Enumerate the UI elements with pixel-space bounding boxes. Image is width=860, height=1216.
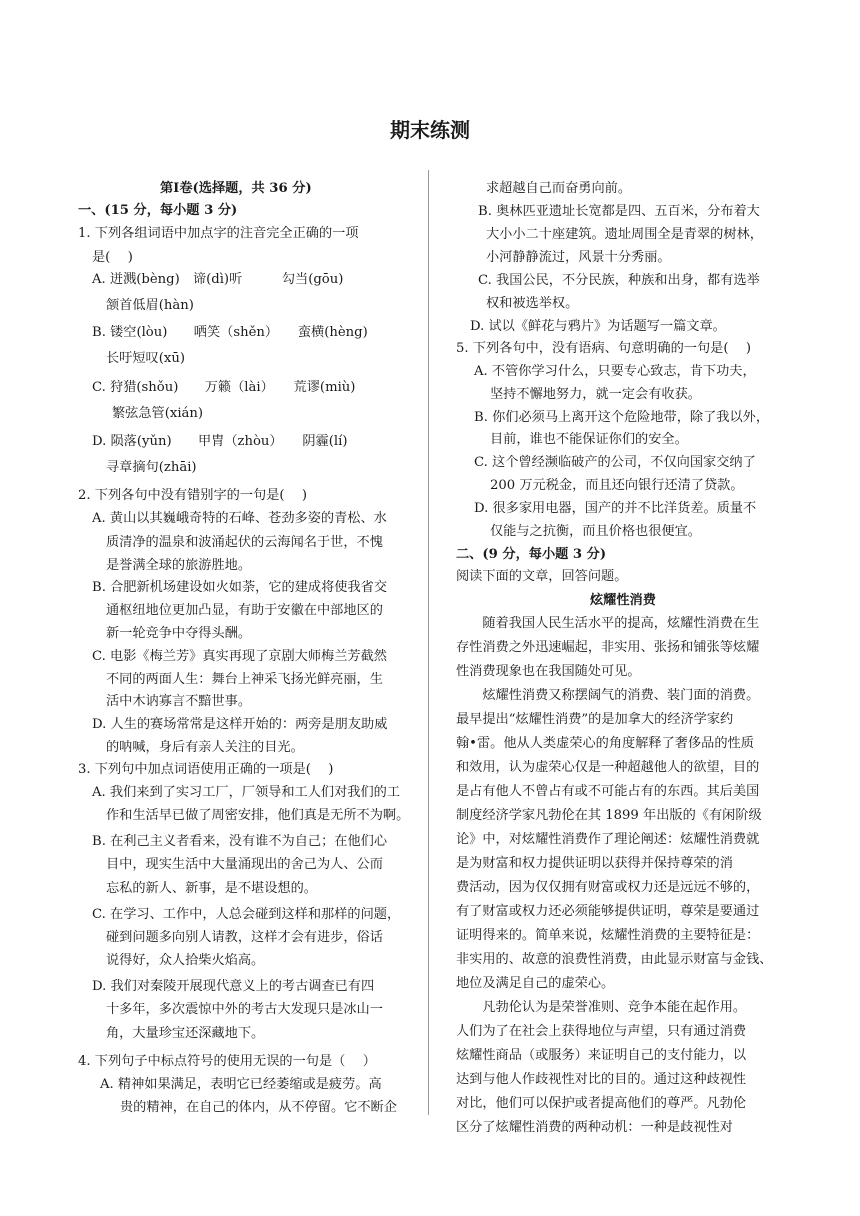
right-text-line: D. 试以《鲜花与鸦片》为话题写一篇文章。	[470, 319, 726, 334]
right-text-line: 达到与他人作歧视性对比的目的。通过这种歧视性	[456, 1072, 747, 1087]
right-text-line: 炫耀性消费又称摆阔气的消费、装门面的消费。	[456, 688, 760, 703]
right-text-line: C. 我国公民，不分民族，种族和出身，都有选举	[478, 273, 760, 288]
right-text-line: 地位及满足自己的虚荣心。	[456, 976, 615, 991]
left-text-line: 是誉满全球的旅游胜地。	[106, 558, 252, 573]
right-text-line: 有了财富或权力还必须能够提供证明，尊荣是要通过	[456, 904, 760, 919]
page-title: 期末练测	[390, 118, 470, 142]
left-text-line: 忘私的新人、新事，是不堪设想的。	[106, 881, 317, 896]
left-text-line: A. 精神如果满足，表明它已经萎缩或是疲劳。高	[100, 1077, 382, 1092]
left-text-line: 角，大量珍宝还深藏地下。	[106, 1026, 265, 1041]
left-text-line: 长吁短叹(xū)	[106, 351, 185, 366]
right-text-line: 权和被选举权。	[486, 296, 579, 311]
left-text-line: A. 黄山以其巍峨奇特的石峰、苍劲多姿的青松、水	[92, 511, 387, 526]
right-text-line: 5. 下列各句中，没有语病、句意明确的一句是( )	[456, 341, 752, 356]
left-text-line: 3. 下列句中加点词语使用正确的一项是( )	[78, 762, 334, 777]
left-text-line: 新一轮竞争中夺得头酬。	[106, 626, 252, 641]
left-text-line: 通枢纽地位更加凸显，有助于安徽在中部地区的	[106, 603, 383, 618]
left-text-line: A. 迸溅(bèng) 谛(dì)听 勾当(gōu)	[92, 272, 344, 287]
left-text-line: 是( )	[92, 250, 133, 265]
right-text-line: 费活动，因为仅仅拥有财富或权力还是远远不够的，	[456, 880, 760, 895]
right-text-line: 人们为了在社会上获得地位与声望，只有通过消费	[456, 1024, 747, 1039]
right-text-line: 小河静静流过，风景十分秀丽。	[486, 250, 671, 265]
right-text-line: 坚持不懈地努力，就一定会有收获。	[490, 387, 701, 402]
left-text-line: 1. 下列各组词语中加点字的注音完全正确的一项	[78, 226, 359, 241]
right-text-line: A. 不管你学习什么，只要专心致志，肯下功夫，	[474, 364, 756, 379]
right-text-line: 是占有他人不曾占有或不可能占有的东西。其后美国	[456, 784, 760, 799]
left-text-line: D. 陨落(yǔn) 甲胄（zhòu） 阴霾(lí)	[92, 434, 348, 449]
right-text-line: 炫耀性商品（或服务）来证明自己的支付能力，以	[456, 1048, 747, 1063]
right-text-line: B. 你们必须马上离开这个危险地带，除了我以外，	[474, 410, 770, 425]
right-text-line: 论》中，对炫耀性消费作了理论阐述：炫耀性消费就	[456, 832, 760, 847]
right-text-line: 凡勃伦认为是荣誉准则、竞争本能在起作用。	[456, 1000, 747, 1015]
right-text-line: 存性消费之外迅速崛起，非实用、张扬和铺张等炫耀	[456, 640, 760, 655]
left-text-line: 的呐喊，身后有亲人关注的目光。	[106, 740, 304, 755]
right-text-line: 区分了炫耀性消费的两种动机：一种是歧视性对	[456, 1120, 733, 1135]
right-text-line: D. 很多家用电器，国产的并不比洋货差。质量不	[474, 501, 757, 516]
left-text-line: 活中木讷寡言不黯世事。	[106, 694, 252, 709]
right-text-line: 翰•雷。他从人类虚荣心的角度解释了奢侈品的性质	[456, 736, 754, 751]
left-text-line: B. 镂空(lòu) 哂笑（shěn） 蛮横(hèng)	[92, 325, 368, 340]
left-text-line: C. 狩猎(shǒu) 万籁（lài） 荒谬(miù)	[92, 380, 356, 395]
right-text-line: B. 奥林匹亚遗址长宽都是四、五百米，分布着大	[478, 204, 760, 219]
left-text-line: 贵的精神，在自己的体内，从不停留。它不断企	[120, 1100, 397, 1115]
left-text-line: 寻章摘句(zhāi)	[106, 460, 197, 475]
right-text-line: 和效用，认为虚荣心仅是一种超越他人的欲望，目的	[456, 760, 760, 775]
right-text-line: 证明得来的。简单来说，炫耀性消费的主要特征是：	[456, 928, 760, 943]
right-text-line: 性消费现象也在我国随处可见。	[456, 664, 641, 679]
right-text-line: 是为财富和权力提供证明以获得并保持尊荣的消	[456, 856, 733, 871]
right-text-line: 阅读下面的文章，回答问题。	[456, 569, 628, 584]
right-text-line: 炫耀性消费	[590, 593, 656, 608]
right-text-line: 最早提出“炫耀性消费”的是加拿大的经济学家约	[456, 712, 734, 727]
left-text-line: 作和生活早已做了周密安排，他们真是无所不为啊。	[106, 808, 410, 823]
left-text-line: 说得好，众人拾柴火焰高。	[106, 953, 265, 968]
left-text-line: C. 电影《梅兰芳》真实再现了京剧大师梅兰芳截然	[92, 649, 387, 664]
left-text-line: 十多年，多次震惊中外的考古大发现只是冰山一	[106, 1002, 383, 1017]
right-text-line: 求超越自己而奋勇向前。	[486, 181, 632, 196]
right-text-line: C. 这个曾经濒临破产的公司，不仅向国家交纳了	[474, 455, 756, 470]
right-text-line: 制度经济学家凡勃伦在其 1899 年出版的《有闲阶级	[456, 808, 762, 823]
left-text-line: 2. 下列各句中没有错别字的一句是( )	[78, 488, 308, 503]
right-text-line: 非实用的、故意的浪费性消费，由此显示财富与金钱、	[456, 952, 773, 967]
left-text-line: 质清净的温泉和波涌起伏的云海闻名于世，不愧	[106, 535, 383, 550]
right-text-line: 对比，他们可以保护或者提高他们的尊严。凡勃伦	[456, 1096, 747, 1111]
left-text-line: C. 在学习、工作中，人总会碰到这样和那样的问题，	[92, 907, 401, 922]
left-text-line: 目中，现实生活中大量涌现出的舍己为人、公而	[106, 857, 383, 872]
right-text-line: 随着我国人民生活水平的提高，炫耀性消费在生	[456, 616, 760, 631]
right-text-line: 大小小二十座建筑。遗址周围全是青翠的树林，	[486, 227, 763, 242]
left-text-line: 不同的两面人生：舞台上神采飞扬光鲜亮丽，生	[106, 672, 383, 687]
left-text-line: B. 合肥新机场建设如火如荼，它的建成将使我省交	[92, 580, 388, 595]
left-text-line: A. 我们来到了实习工厂，厂领导和工人们对我们的工	[92, 785, 401, 800]
left-text-line: 颔首低眉(hàn)	[106, 298, 194, 313]
left-text-line: B. 在利己主义者看来，没有谁不为自己；在他们心	[92, 834, 388, 849]
left-text-line: 4. 下列句子中标点符号的使用无误的一句是（ ）	[78, 1054, 376, 1069]
left-text-line: D. 人生的赛场常常是这样开始的：两旁是朋友助威	[92, 717, 388, 732]
right-text-line: 目前，谁也不能保证你们的安全。	[490, 432, 688, 447]
left-text-line: 繁弦急管(xián)	[112, 406, 204, 421]
column-divider	[428, 170, 429, 1115]
left-text-line: 碰到问题多向别人请教，这样才会有进步，俗话	[106, 930, 383, 945]
left-text-line: 一、(15 分，每小题 3 分)	[78, 203, 238, 218]
left-text-line: D. 我们对秦陵开展现代意义上的考古调查已有四	[92, 979, 375, 994]
right-text-line: 200 万元税金，而且还向银行还清了贷款。	[490, 478, 744, 493]
left-text-line: 第Ⅰ卷(选择题，共 36 分)	[160, 181, 312, 196]
right-text-line: 二、(9 分，每小题 3 分)	[456, 547, 607, 562]
right-text-line: 仅能与之抗衡，而且价格也很便宜。	[490, 524, 701, 539]
